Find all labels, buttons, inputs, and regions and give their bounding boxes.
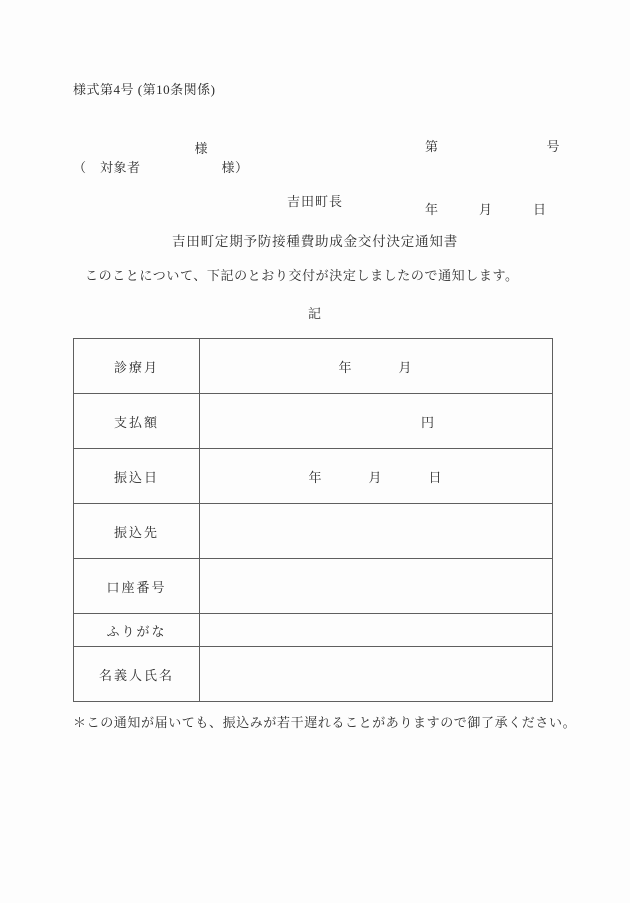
row-value-cell[interactable]: [200, 504, 553, 559]
row-label: 診療月: [74, 339, 200, 394]
row-value: 年 月: [338, 359, 414, 375]
row-label: 支払額: [74, 394, 200, 449]
row-value-cell[interactable]: [200, 339, 553, 394]
row-value-cell[interactable]: [200, 394, 553, 449]
row-value-cell[interactable]: [200, 449, 553, 504]
document-date-line: 年 月 日: [425, 202, 547, 217]
footnote: ＊この通知が届いても、振込みが若干遅れることがありますので御了承ください。: [73, 715, 577, 730]
table-row: [74, 614, 553, 647]
issuer-name: 吉田町長: [286, 194, 343, 209]
row-label: 名義人氏名: [74, 647, 200, 702]
table-row: [74, 559, 553, 614]
table-row: [74, 339, 553, 394]
row-label: ふりがな: [74, 614, 200, 647]
table-row: [74, 449, 553, 504]
addressee-line: 様: [73, 141, 209, 156]
table-body: [74, 339, 553, 702]
target-person-line: （ 対象者 様）: [73, 160, 249, 175]
body-sentence: このことについて、下記のとおり交付が決定しましたので通知します。: [85, 268, 519, 283]
row-label: 振込先: [74, 504, 200, 559]
row-value: 円: [420, 414, 436, 430]
row-label: 口座番号: [74, 559, 200, 614]
table-row: [74, 504, 553, 559]
row-value-cell[interactable]: [200, 647, 553, 702]
ki-heading: 記: [307, 306, 322, 321]
document-number-line: 第 号: [425, 139, 561, 154]
form-number: 様式第4号 (第10条関係): [73, 82, 216, 97]
row-value-cell[interactable]: [200, 614, 553, 647]
row-value: 年 月 日: [308, 469, 444, 485]
row-label: 振込日: [74, 449, 200, 504]
payment-info-table: [73, 338, 553, 702]
row-value-cell[interactable]: [200, 559, 553, 614]
page-title: 吉田町定期予防接種費助成金交付決定通知書: [172, 234, 458, 249]
table-row: [74, 647, 553, 702]
table-row: [74, 394, 553, 449]
